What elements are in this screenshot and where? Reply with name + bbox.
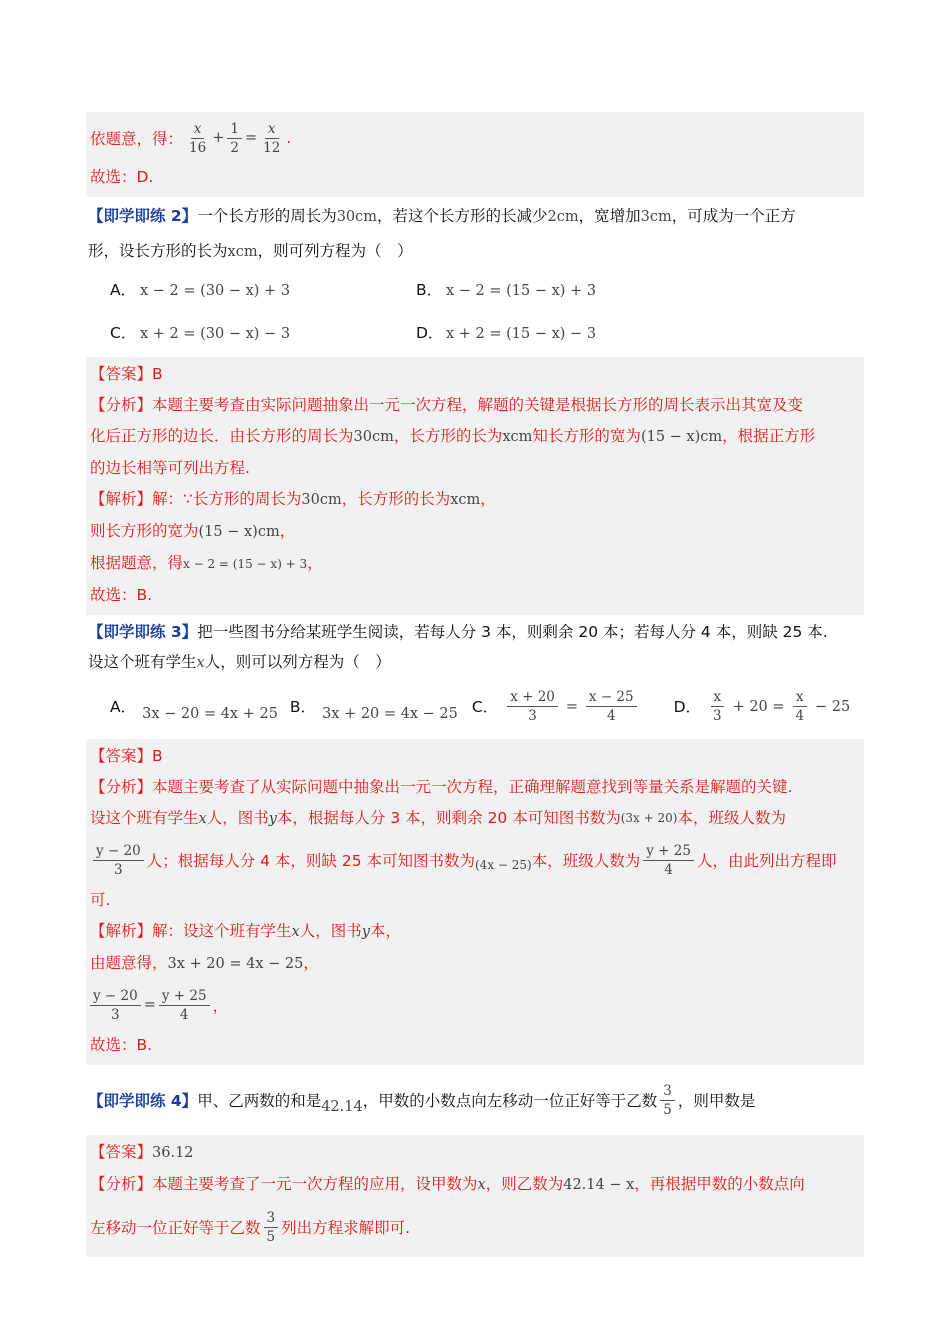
- option-a-label: A．: [110, 698, 137, 716]
- analysis-line-3: 的边长相等可列出方程.: [90, 459, 250, 477]
- question-3: [86, 615, 864, 735]
- prev-solution-block: [86, 112, 864, 197]
- solution-line-2: 由题意得，3x + 20 = 4x − 25，: [90, 954, 319, 972]
- question-tag: 【即学即练 3】: [88, 623, 198, 641]
- analysis-line-1: 【分析】本题主要考查了一元一次方程的应用，设甲数为x，则乙数为42.14 − x，再根据甲数的小数点向: [90, 1175, 805, 1193]
- analysis-line-2: 化后正方形的边长．由长方形的周长为30cm，长方形的长为xcm知长方形的宽为(15 − x)cm，根据正方形: [90, 427, 816, 445]
- math: =: [244, 130, 258, 146]
- fraction: $\frac{x}{16}$: [189, 120, 207, 156]
- answer: 【答案】B: [90, 365, 163, 383]
- option-d-label: D．: [673, 698, 702, 716]
- q2-options-row-2: [88, 312, 864, 355]
- option-c: $\frac{x + 20}{3}$ = $\frac{x - 25}{4}$: [504, 688, 639, 725]
- question-tag: 【即学即练 2】: [88, 207, 198, 225]
- option-a: A． x − 2 = (30 − x) + 3: [110, 281, 291, 299]
- q2-solution-block: [86, 357, 864, 615]
- answer: 【答案】36.12: [90, 1143, 194, 1161]
- q4-line-1: 【即学即练 4】 甲、乙两数的和是 42.14 ，甲数的小数点向左移动一位正好等于乙数 $\frac{3}{5}$ ，则甲数是: [88, 1082, 756, 1118]
- solution-line-1: 【解析】解：设这个班有学生x人，图书y本，: [90, 922, 401, 940]
- option-b-label: B．: [289, 698, 317, 716]
- analysis-line-4: 可.: [90, 891, 111, 909]
- option-c-label: C．: [471, 698, 499, 716]
- math: +: [212, 130, 225, 146]
- q2-options-row-1: [88, 269, 864, 312]
- q3-line-2: 设这个班有学生x人，则可以列方程为（ ）: [88, 653, 391, 671]
- analysis-line-1: 【分析】本题主要考查了从实际问题中抽象出一元一次方程，正确理解题意找到等量关系是解题的关键.: [90, 778, 793, 796]
- solution-line-3: 根据题意，得x − 2 = (15 − x) + 3，: [90, 554, 323, 572]
- solution-line-2: 则长方形的宽为(15 − x)cm，: [90, 522, 296, 540]
- option-d: D． x + 2 = (15 − x) − 3: [416, 324, 597, 342]
- q3-line-1: 【即学即练 3】把一些图书分给某班学生阅读，若每人分 3 本，则剩余 20 本；若每人分 4 本，则缺 25 本.: [88, 623, 828, 641]
- question-tag: 【即学即练 4】: [88, 1092, 198, 1110]
- q2-line-2: 形，设长方形的长为xcm，则可列方程为（ ）: [88, 242, 413, 260]
- document-page: [86, 112, 864, 1257]
- choose: 故选：B.: [90, 1036, 153, 1054]
- analysis-line-3: $\frac{y - 20}{3}$ 人；根据每人分 4 本，则缺 25 本可知图书数为 (4x − 25) 本，班级人数为 $\frac{y + 25}{4}$ 人，由此列出方程即: [90, 835, 864, 885]
- option-c: C． x + 2 = (30 − x) − 3: [110, 324, 291, 342]
- solution-line-3: $\frac{y - 20}{3}$ = $\frac{y + 25}{4}$ ，: [90, 980, 864, 1030]
- prev-equation-line: [90, 114, 864, 162]
- prev-choose: 故选：D.: [90, 168, 154, 186]
- text: 依题意，得：: [90, 130, 184, 148]
- option-b: B． x − 2 = (15 − x) + 3: [416, 281, 597, 299]
- fraction: $\frac{1}{2}$: [227, 120, 242, 157]
- q4-solution-block: [86, 1135, 864, 1257]
- q2-line-1: 【即学即练 2】一个长方形的周长为30cm，若这个长方形的长减少2cm，宽增加3cm，可成为一个正方: [88, 207, 796, 225]
- option-b: 3x + 20 = 4x − 25: [322, 706, 458, 722]
- answer: 【答案】B: [90, 747, 163, 765]
- choose: 故选：B.: [90, 586, 153, 604]
- q3-options: [88, 679, 864, 733]
- q3-solution-block: [86, 739, 864, 1065]
- text: .: [286, 129, 292, 147]
- option-d: $\frac{x}{3}$ + 20 = $\frac{x}{4}$ − 25: [707, 688, 850, 725]
- fraction: $\frac{x}{12}$: [263, 120, 281, 156]
- question-4: [86, 1065, 864, 1135]
- analysis-line-2: 左移动一位正好等于乙数 $\frac{3}{5}$ 列出方程求解即可.: [90, 1209, 411, 1245]
- analysis-line-1: 【分析】本题主要考查由实际问题抽象出一元一次方程，解题的关键是根据长方形的周长表示出其宽及变: [90, 396, 804, 414]
- solution-line-1: 【解析】解：∵长方形的周长为30cm，长方形的长为xcm，: [90, 490, 496, 508]
- question-2: [86, 197, 864, 357]
- analysis-line-2: 设这个班有学生x人，图书y本，根据每人分 3 本，则剩余 20 本可知图书数为$^{(3x + 20)}$本，班级人数为: [90, 809, 786, 827]
- option-a: 3x − 20 = 4x + 25: [142, 706, 278, 722]
